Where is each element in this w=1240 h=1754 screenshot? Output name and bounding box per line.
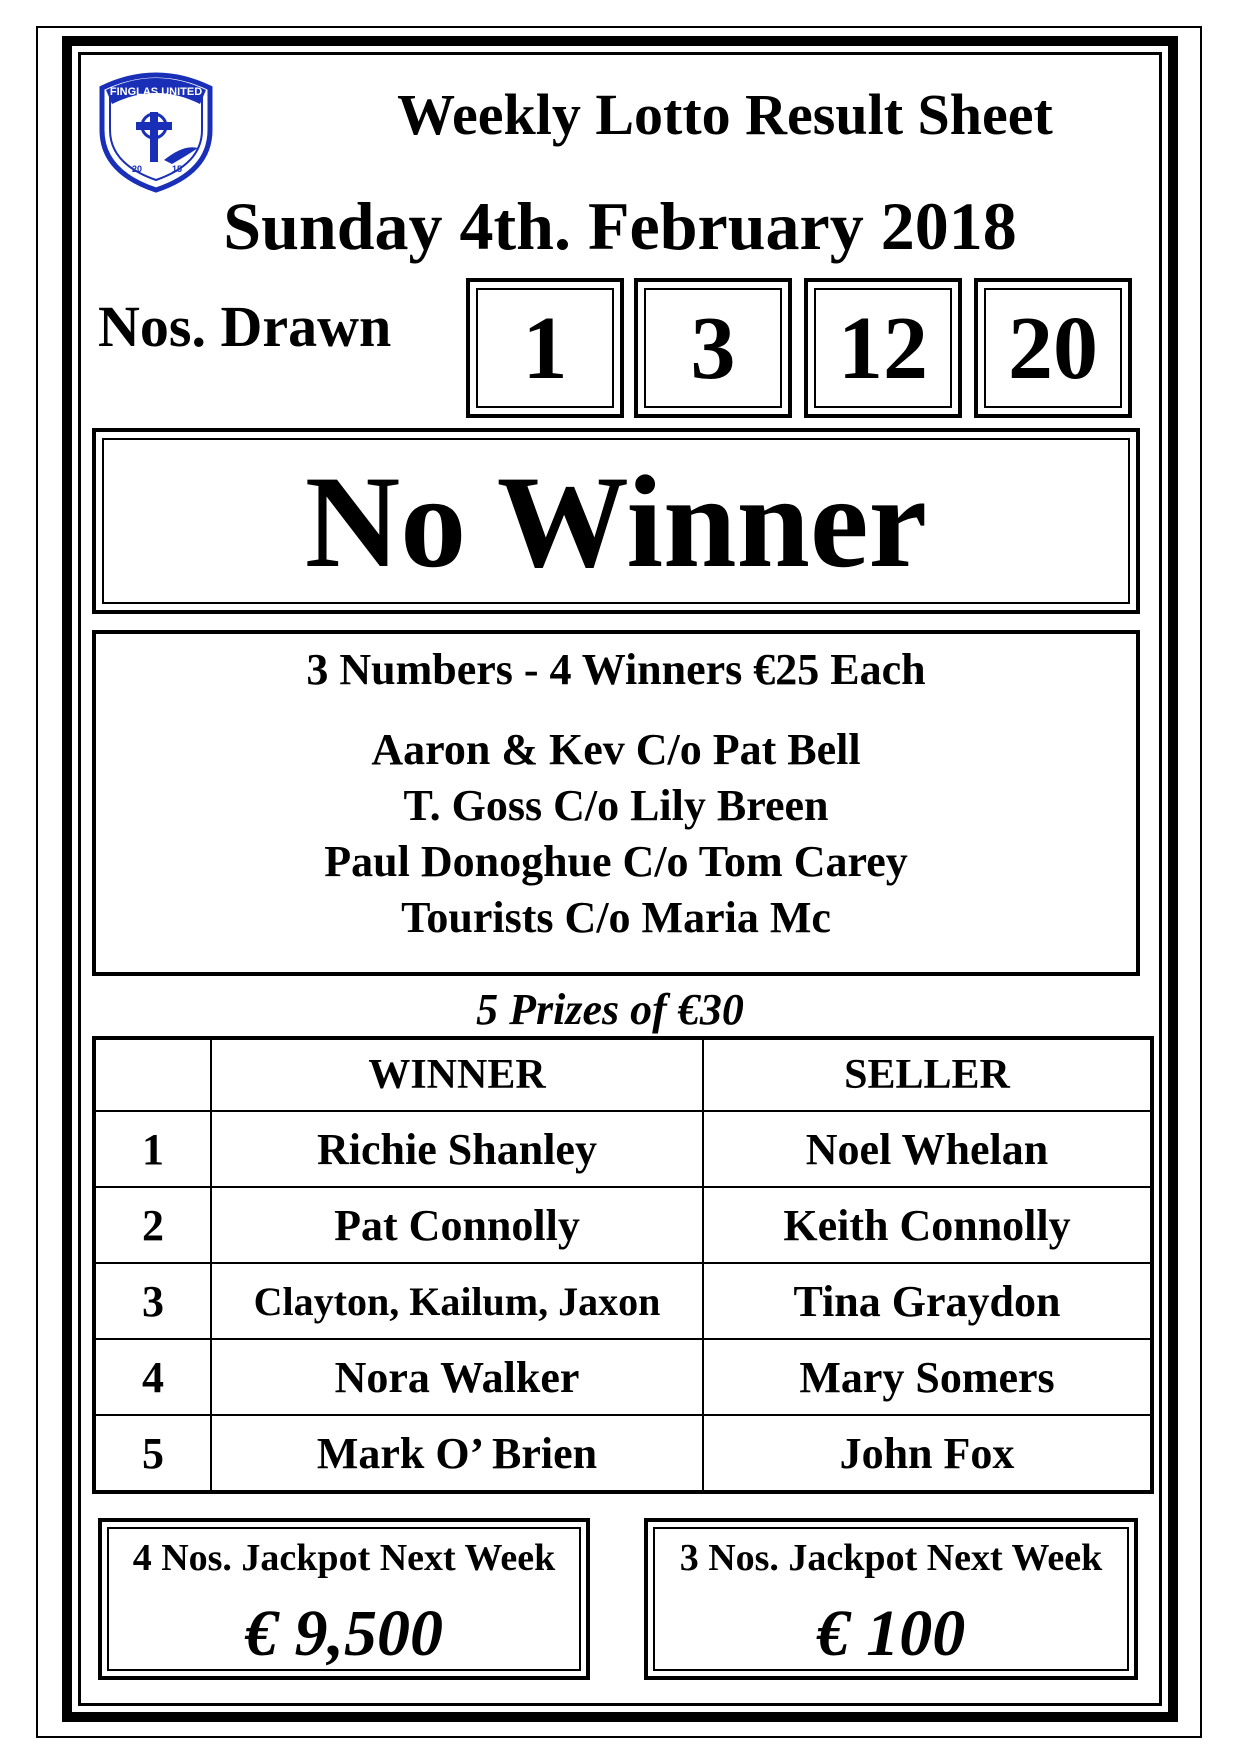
prize-number: 4 [94,1339,211,1415]
drawn-number-box [804,278,962,418]
page-title: Weekly Lotto Result Sheet [397,82,1053,147]
table-row [94,1263,1152,1339]
seller-name: Tina Graydon [703,1263,1152,1339]
drawn-number: 1 [522,298,568,398]
drawn-number: 20 [1008,298,1098,398]
winner-name: Mark O’ Brien [211,1415,703,1492]
logo-text: FINGLAS UNITED [109,86,203,98]
prize-number: 5 [94,1415,211,1492]
list-item: T. Goss C/o Lily Breen [403,781,829,830]
prize-number: 1 [94,1111,211,1187]
prizes-table [92,1036,1154,1494]
svg-text:20: 20 [132,164,143,174]
list-item: Paul Donoghue C/o Tom Carey [324,837,908,886]
seller-name: Noel Whelan [703,1111,1152,1187]
result-text: No Winner [304,447,928,595]
jackpot-label: 4 Nos. Jackpot Next Week [132,1537,556,1579]
prizes-heading: 5 Prizes of €30 [476,985,744,1034]
drawn-number-box [634,278,792,418]
winner-name: Clayton, Kailum, Jaxon [211,1263,703,1339]
list-item: Tourists C/o Maria Mc [401,893,831,942]
winner-name: Richie Shanley [211,1111,703,1187]
three-numbers-winners [96,722,1136,946]
four-numbers-jackpot-box [98,1518,590,1680]
table-row [94,1187,1152,1263]
table-row [94,1415,1152,1492]
seller-name: Keith Connolly [703,1187,1152,1263]
result-box [92,428,1140,614]
seller-name: John Fox [703,1415,1152,1492]
svg-text:15: 15 [172,164,183,174]
list-item: Aaron & Kev C/o Pat Bell [371,725,861,774]
jackpot-amount: € 9,500 [245,1597,443,1670]
column-header: SELLER [703,1038,1152,1111]
table-header-row [94,1038,1152,1111]
prize-number: 3 [94,1263,211,1339]
numbers-drawn-label: Nos. Drawn [98,294,392,359]
winner-name: Pat Connolly [211,1187,703,1263]
column-header: WINNER [211,1038,703,1111]
drawn-number-box [466,278,624,418]
drawn-number-box [974,278,1132,418]
seller-name: Mary Somers [703,1339,1152,1415]
three-numbers-heading: 3 Numbers - 4 Winners €25 Each [306,645,926,694]
table-row [94,1111,1152,1187]
three-numbers-box [92,630,1140,976]
drawn-number: 3 [690,298,736,398]
table-row [94,1339,1152,1415]
jackpot-label: 3 Nos. Jackpot Next Week [679,1537,1103,1579]
drawn-number: 12 [838,298,928,398]
club-crest-logo [92,60,220,194]
jackpot-amount: € 100 [816,1597,966,1670]
column-header [94,1038,211,1111]
three-numbers-jackpot-box [644,1518,1138,1680]
draw-date: Sunday 4th. February 2018 [223,188,1017,264]
prize-number: 2 [94,1187,211,1263]
winner-name: Nora Walker [211,1339,703,1415]
